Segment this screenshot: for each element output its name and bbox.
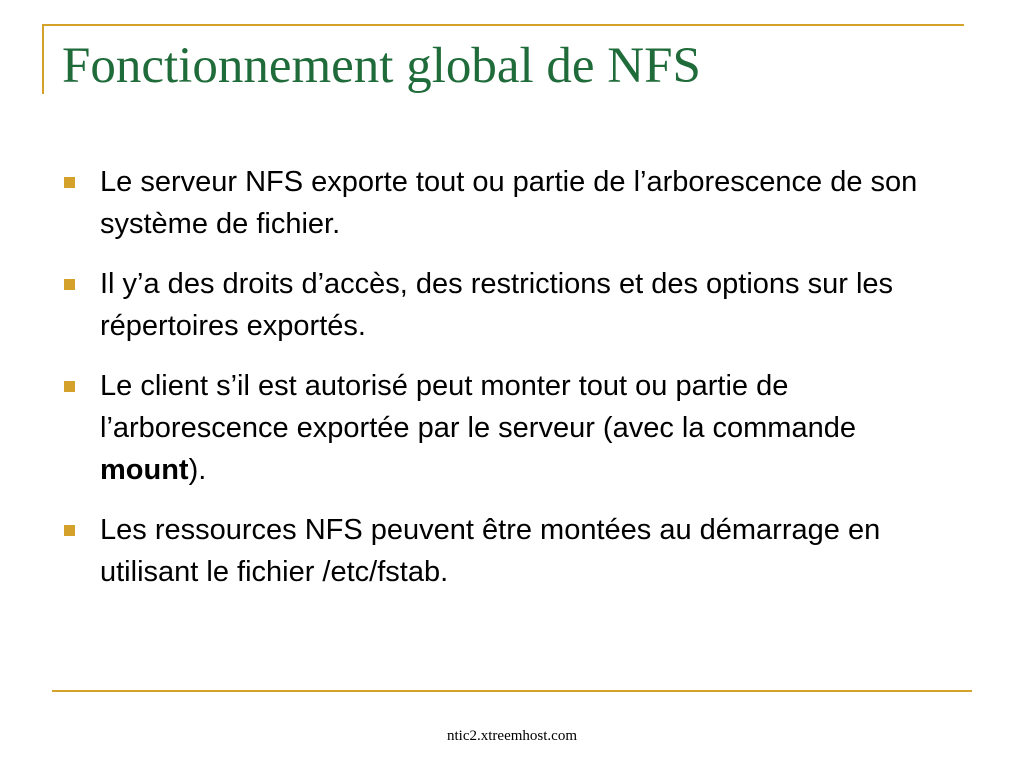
square-bullet-icon xyxy=(64,381,75,392)
bullet-item xyxy=(100,509,970,593)
bullet-text-before: Le client s’il est autorisé peut monter tout ou partie de l’arborescence exportée par le serveur (avec la commande xyxy=(100,370,856,444)
square-bullet-icon xyxy=(64,525,75,536)
left-border-line xyxy=(42,24,44,94)
bullet-item xyxy=(100,365,970,491)
footer-source: ntic2.xtreemhost.com xyxy=(447,728,577,744)
bullet-text: Le serveur NFS exporte tout ou partie de l’arborescence de son système de fichier. xyxy=(100,166,918,240)
bullet-list xyxy=(100,161,970,611)
bullet-text-after: ). xyxy=(188,454,207,486)
bullet-item xyxy=(100,263,970,347)
bullet-text: Il y’a des droits d’accès, des restrictions et des options sur les répertoires exportés. xyxy=(100,268,894,342)
bullet-item xyxy=(100,161,970,245)
command-name: mount xyxy=(100,454,189,486)
square-bullet-icon xyxy=(64,177,75,188)
bullet-text: Les ressources NFS peuvent être montées au démarrage en utilisant le fichier /etc/fstab. xyxy=(100,514,881,588)
slide-title: Fonctionnement global de NFS xyxy=(62,38,701,94)
square-bullet-icon xyxy=(64,279,75,290)
top-border-line xyxy=(42,24,964,26)
bottom-border-line xyxy=(52,690,972,692)
